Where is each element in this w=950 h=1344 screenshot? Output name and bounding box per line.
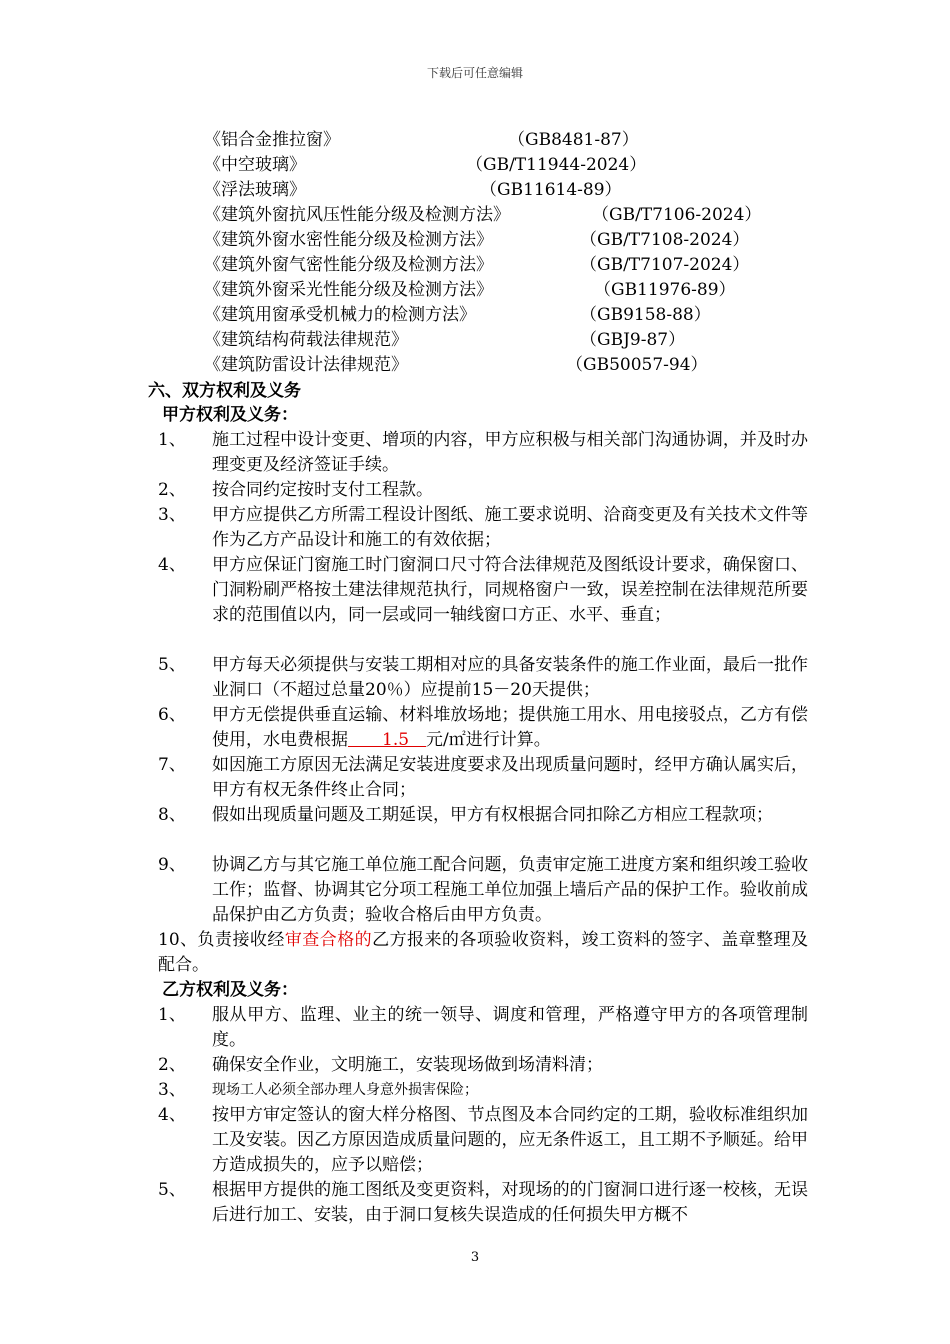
standard-name: 《建筑用窗承受机械力的检测方法》 [204,305,476,325]
item-number: 4、 [158,555,186,575]
item-text: 现场工人必须全部办理人身意外损害保险； [212,1082,478,1098]
standard-name: 《浮法玻璃》 [204,180,306,200]
page-number: 3 [470,1250,480,1265]
item-text: 甲方每天必须提供与安装工期相对应的具备安装条件的施工作业面，最后一批作业洞口（不超过总量20％）应提前15－20天提供； [212,655,808,700]
item-text-after: 乙方报来的各项验收资料，竣工资料的签字、盖章整理及配合。 [158,930,809,975]
standard-code: （GB/T7107-2024） [580,255,750,275]
item-number: 5、 [158,655,186,675]
highlighted-text: 审查合格的 [284,930,373,950]
party-b-item [158,1103,808,1178]
item-text: 甲方应提供乙方所需工程设计图纸、施工要求说明、洽商变更及有关技术文件等作为乙方产品设计和施工的有效依据； [212,505,808,550]
item-text-before: 负责接收经 [197,930,285,950]
item-text: 施工过程中设计变更、增项的内容，甲方应积极与相关部门沟通协调，并及时办理变更及经济签证手续。 [212,430,808,475]
party-a-item [158,803,808,828]
standard-code: （GB9158-88） [580,305,711,325]
item-number: 3、 [158,1080,186,1100]
party-a-item [158,553,808,628]
party-b-item [158,1053,808,1078]
item-number: 6、 [158,705,186,725]
item-number: 5、 [158,1180,186,1200]
party-b-item [158,1003,808,1053]
item-text-before: 甲方无偿提供垂直运输、材料堆放场地；提供施工用水、用电接驳点，乙方有偿使用，水电费根据 [212,705,808,750]
item-text: 按甲方审定签认的窗大样分格图、节点图及本合同约定的工期，验收标准组织加工及安装。因乙方原因造成质量问题的，应无条件返工，且工期不予顺延。给甲方造成损失的，应予以赔偿； [212,1105,808,1175]
standard-code: （GB11976-89） [594,280,736,300]
item-text: 根据甲方提供的施工图纸及变更资料，对现场的的门窗洞口进行逐一校核，无误后进行加工、安装，由于洞口复核失误造成的任何损失甲方概不 [212,1180,808,1225]
party-b-title: 乙方权利及义务： [162,980,298,1000]
item-text [158,928,808,978]
party-a-item [158,753,808,803]
item-text: 如因施工方原因无法满足安装进度要求及出现质量问题时，经甲方确认属实后，甲方有权无条件终止合同； [212,755,808,800]
party-a-item [158,478,808,503]
standard-code: （GB8481-87） [508,130,639,150]
standard-code: （GB/T7108-2024） [580,230,750,250]
item-number: 9、 [158,855,186,875]
party-a-item [158,503,808,553]
party-a-item [158,428,808,478]
standard-code: （GB/T11944-2024） [466,155,647,175]
standard-name: 《中空玻璃》 [204,155,306,175]
standard-name: 《建筑结构荷载法律规范》 [204,330,408,350]
standard-code: （GB11614-89） [480,180,622,200]
standard-name: 《铝合金推拉窗》 [204,130,340,150]
item-number: 8、 [158,805,186,825]
standard-code: （GBJ9-87） [580,330,686,350]
standard-name: 《建筑外窗抗风压性能分级及检测方法》 [204,205,510,225]
party-a-item [158,853,808,928]
standard-code: （GB/T7106-2024） [592,205,762,225]
item-number: 1、 [158,430,186,450]
item-text: 按合同约定按时支付工程款。 [212,480,433,500]
standard-name: 《建筑外窗水密性能分级及检测方法》 [204,230,493,250]
page-header: 下载后可任意编辑 [426,66,523,80]
standard-code: （GB50057-94） [566,355,708,375]
item-number: 4、 [158,1105,186,1125]
item-number: 7、 [158,755,186,775]
item-number: 3、 [158,505,186,525]
item-number: 10、 [158,930,198,950]
section-title: 六、双方权利及义务 [148,381,301,401]
standard-name: 《建筑外窗气密性能分级及检测方法》 [204,255,493,275]
party-a-item [158,653,808,703]
item-number: 2、 [158,1055,186,1075]
party-a-title: 甲方权利及义务： [162,405,298,425]
item-text [158,703,808,753]
item-text-after: 元/㎡进行计算。 [426,730,551,750]
item-text: 确保安全作业，文明施工，安装现场做到场清料清； [212,1055,603,1075]
party-b-item [158,1078,808,1103]
item-text: 甲方应保证门窗施工时门窗洞口尺寸符合法律规范及图纸设计要求，确保窗口、门洞粉刷严格按土建法律规范执行，同规格窗户一致，误差控制在法律规范所要求的范围值以内，同一层或同一轴线窗口方正、水平、垂直； [212,555,808,625]
standard-name: 《建筑外窗采光性能分级及检测方法》 [204,280,493,300]
item-text: 协调乙方与其它施工单位施工配合问题，负责审定施工进度方案和组织竣工验收工作；监督、协调其它分项工程施工单位加强上墙后产品的保护工作。验收前成品保护由乙方负责；验收合格后由甲方负责。 [212,855,808,925]
item-number: 2、 [158,480,186,500]
standard-name: 《建筑防雷设计法律规范》 [204,355,408,375]
water-electricity-fee-value: 1.5 [348,730,427,750]
party-b-item [158,1178,808,1228]
item-text: 假如出现质量问题及工期延误，甲方有权根据合同扣除乙方相应工程款项； [212,805,773,825]
party-a-item [158,928,808,978]
item-text: 服从甲方、监理、业主的统一领导、调度和管理，严格遵守甲方的各项管理制度。 [212,1005,808,1050]
item-number: 1、 [158,1005,186,1025]
party-a-item [158,703,808,753]
